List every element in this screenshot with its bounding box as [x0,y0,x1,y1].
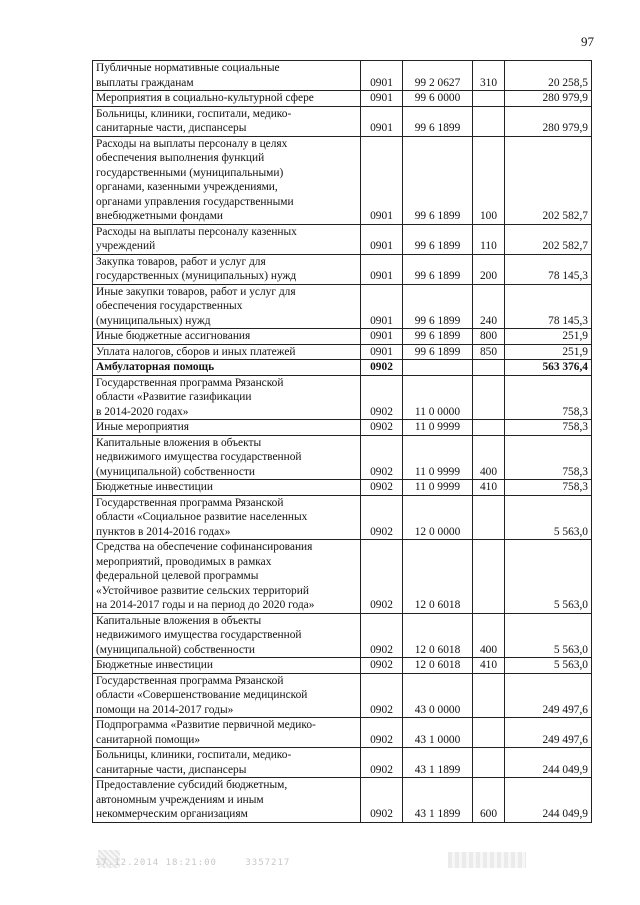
row-section: 0902 [361,658,403,674]
row-target-code: 99 6 1899 [403,136,473,224]
row-target-code: 11 0 9999 [403,420,473,436]
row-section: 0902 [361,420,403,436]
row-target-code: 11 0 9999 [403,480,473,496]
row-sum: 249 497,6 [505,673,592,718]
row-sum: 251,9 [505,329,592,345]
table-row [93,420,592,436]
row-name: Иные мероприятия [93,420,361,436]
row-expense-type [473,540,505,614]
table-row [93,375,592,420]
row-expense-type [473,718,505,748]
row-target-code: 43 0 0000 [403,673,473,718]
row-name: Больницы, клиники, госпитали, медико- санитарные части, диспансеры [93,748,361,778]
row-name: Государственная программа Рязанской области «Совершенствование медицинской помощи на 2014-2017 годы» [93,673,361,718]
row-expense-type [473,748,505,778]
row-name: Публичные нормативные социальные выплаты гражданам [93,61,361,91]
table-row [93,435,592,480]
row-expense-type: 240 [473,284,505,329]
row-sum: 251,9 [505,344,592,360]
row-sum: 280 979,9 [505,106,592,136]
row-name: Подпрограмма «Развитие первичной медико- санитарной помощи» [93,718,361,748]
row-section: 0902 [361,718,403,748]
row-expense-type [473,360,505,376]
row-sum: 249 497,6 [505,718,592,748]
row-name: Бюджетные инвестиции [93,480,361,496]
table-row [93,254,592,284]
table-row [93,778,592,823]
row-section: 0902 [361,375,403,420]
row-sum: 5 563,0 [505,540,592,614]
row-section: 0901 [361,284,403,329]
row-section: 0902 [361,360,403,376]
row-sum: 78 145,3 [505,284,592,329]
row-target-code: 99 6 1899 [403,329,473,345]
row-target-code: 43 1 1899 [403,748,473,778]
row-sum: 5 563,0 [505,658,592,674]
row-name: Расходы на выплаты персоналу казенных учреждений [93,224,361,254]
row-target-code: 12 0 6018 [403,540,473,614]
table-row [93,91,592,107]
row-target-code: 99 6 1899 [403,284,473,329]
table-row [93,136,592,224]
row-expense-type [473,375,505,420]
table-row [93,540,592,614]
row-section: 0902 [361,778,403,823]
budget-table-body [93,61,592,823]
row-name: Капитальные вложения в объекты недвижимого имущества государственной (муниципальной) собственности [93,613,361,658]
row-sum: 758,3 [505,375,592,420]
row-expense-type: 410 [473,480,505,496]
row-expense-type: 400 [473,613,505,658]
row-section: 0901 [361,61,403,91]
row-expense-type: 200 [473,254,505,284]
row-section: 0901 [361,329,403,345]
row-section: 0902 [361,480,403,496]
row-sum: 5 563,0 [505,613,592,658]
row-name: Больницы, клиники, госпитали, медико- санитарные части, диспансеры [93,106,361,136]
table-row [93,61,592,91]
row-sum: 758,3 [505,480,592,496]
table-row [93,748,592,778]
row-sum: 202 582,7 [505,224,592,254]
row-section: 0902 [361,495,403,540]
row-sum: 202 582,7 [505,136,592,224]
row-target-code [403,360,473,376]
row-sum: 5 563,0 [505,495,592,540]
row-name: Мероприятия в социально-культурной сфере [93,91,361,107]
table-row [93,495,592,540]
row-name: Средства на обеспечение софинансирования мероприятий, проводимых в рамках федеральной целевой программы «Устойчивое развитие сельских территорий на 2014-2017 годы и на период до 2020 года» [93,540,361,614]
faint-signature-mark [448,852,526,868]
row-name: Иные закупки товаров, работ и услуг для обеспечения государственных (муниципальных) нужд [93,284,361,329]
row-expense-type [473,420,505,436]
table-row [93,658,592,674]
row-name: Бюджетные инвестиции [93,658,361,674]
row-expense-type [473,106,505,136]
row-sum: 244 049,9 [505,748,592,778]
row-name: Амбулаторная помощь [93,360,361,376]
row-target-code: 12 0 0000 [403,495,473,540]
row-name: Государственная программа Рязанской области «Развитие газификации в 2014-2020 годах» [93,375,361,420]
row-name: Капитальные вложения в объекты недвижимого имущества государственной (муниципальной) собственности [93,435,361,480]
row-target-code: 99 2 0627 [403,61,473,91]
row-sum: 280 979,9 [505,91,592,107]
row-target-code: 43 1 0000 [403,718,473,748]
row-section: 0902 [361,748,403,778]
table-row [93,344,592,360]
row-name: Иные бюджетные ассигнования [93,329,361,345]
row-section: 0901 [361,106,403,136]
budget-table [92,60,592,823]
row-sum: 563 376,4 [505,360,592,376]
footer [95,858,312,868]
row-target-code: 99 6 1899 [403,344,473,360]
row-expense-type: 410 [473,658,505,674]
table-row [93,329,592,345]
table-row [93,673,592,718]
row-target-code: 99 6 1899 [403,254,473,284]
row-target-code: 43 1 1899 [403,778,473,823]
row-section: 0901 [361,254,403,284]
row-section: 0902 [361,673,403,718]
row-expense-type [473,495,505,540]
row-section: 0902 [361,435,403,480]
row-name: Закупка товаров, работ и услуг для государственных (муниципальных) нужд [93,254,361,284]
row-expense-type: 110 [473,224,505,254]
page-number: 97 [581,34,594,49]
table-row [93,718,592,748]
row-expense-type [473,673,505,718]
row-target-code: 11 0 0000 [403,375,473,420]
row-name: Уплата налогов, сборов и иных платежей [93,344,361,360]
table-row [93,224,592,254]
row-section: 0902 [361,540,403,614]
footer-doc-id: 3357217 [245,858,291,868]
row-name: Предоставление субсидий бюджетным, автономным учреждениям и иным некоммерческим организациям [93,778,361,823]
row-section: 0901 [361,136,403,224]
row-target-code: 11 0 9999 [403,435,473,480]
row-expense-type: 600 [473,778,505,823]
row-name: Государственная программа Рязанской области «Социальное развитие населенных пунктов в 2014-2016 годах» [93,495,361,540]
row-expense-type: 400 [473,435,505,480]
row-section: 0901 [361,344,403,360]
table-row [93,284,592,329]
row-target-code: 99 6 1899 [403,106,473,136]
row-section: 0902 [361,613,403,658]
row-sum: 78 145,3 [505,254,592,284]
row-section: 0901 [361,224,403,254]
row-name: Расходы на выплаты персоналу в целях обеспечения выполнения функций государственными (муниципальными) органами, казенными учреждениями, органами управления государственными внебюджетными фондами [93,136,361,224]
row-expense-type: 100 [473,136,505,224]
table-row [93,480,592,496]
row-target-code: 12 0 6018 [403,658,473,674]
row-expense-type: 310 [473,61,505,91]
row-expense-type [473,91,505,107]
row-expense-type: 800 [473,329,505,345]
row-section: 0901 [361,91,403,107]
row-sum: 244 049,9 [505,778,592,823]
row-target-code: 12 0 6018 [403,613,473,658]
row-target-code: 99 6 1899 [403,224,473,254]
row-sum: 758,3 [505,435,592,480]
table-row [93,613,592,658]
row-expense-type: 850 [473,344,505,360]
table-row [93,106,592,136]
row-target-code: 99 6 0000 [403,91,473,107]
row-sum: 20 258,5 [505,61,592,91]
row-sum: 758,3 [505,420,592,436]
footer-date: 17.12.2014 18:21:00 [95,858,217,868]
table-row [93,360,592,376]
